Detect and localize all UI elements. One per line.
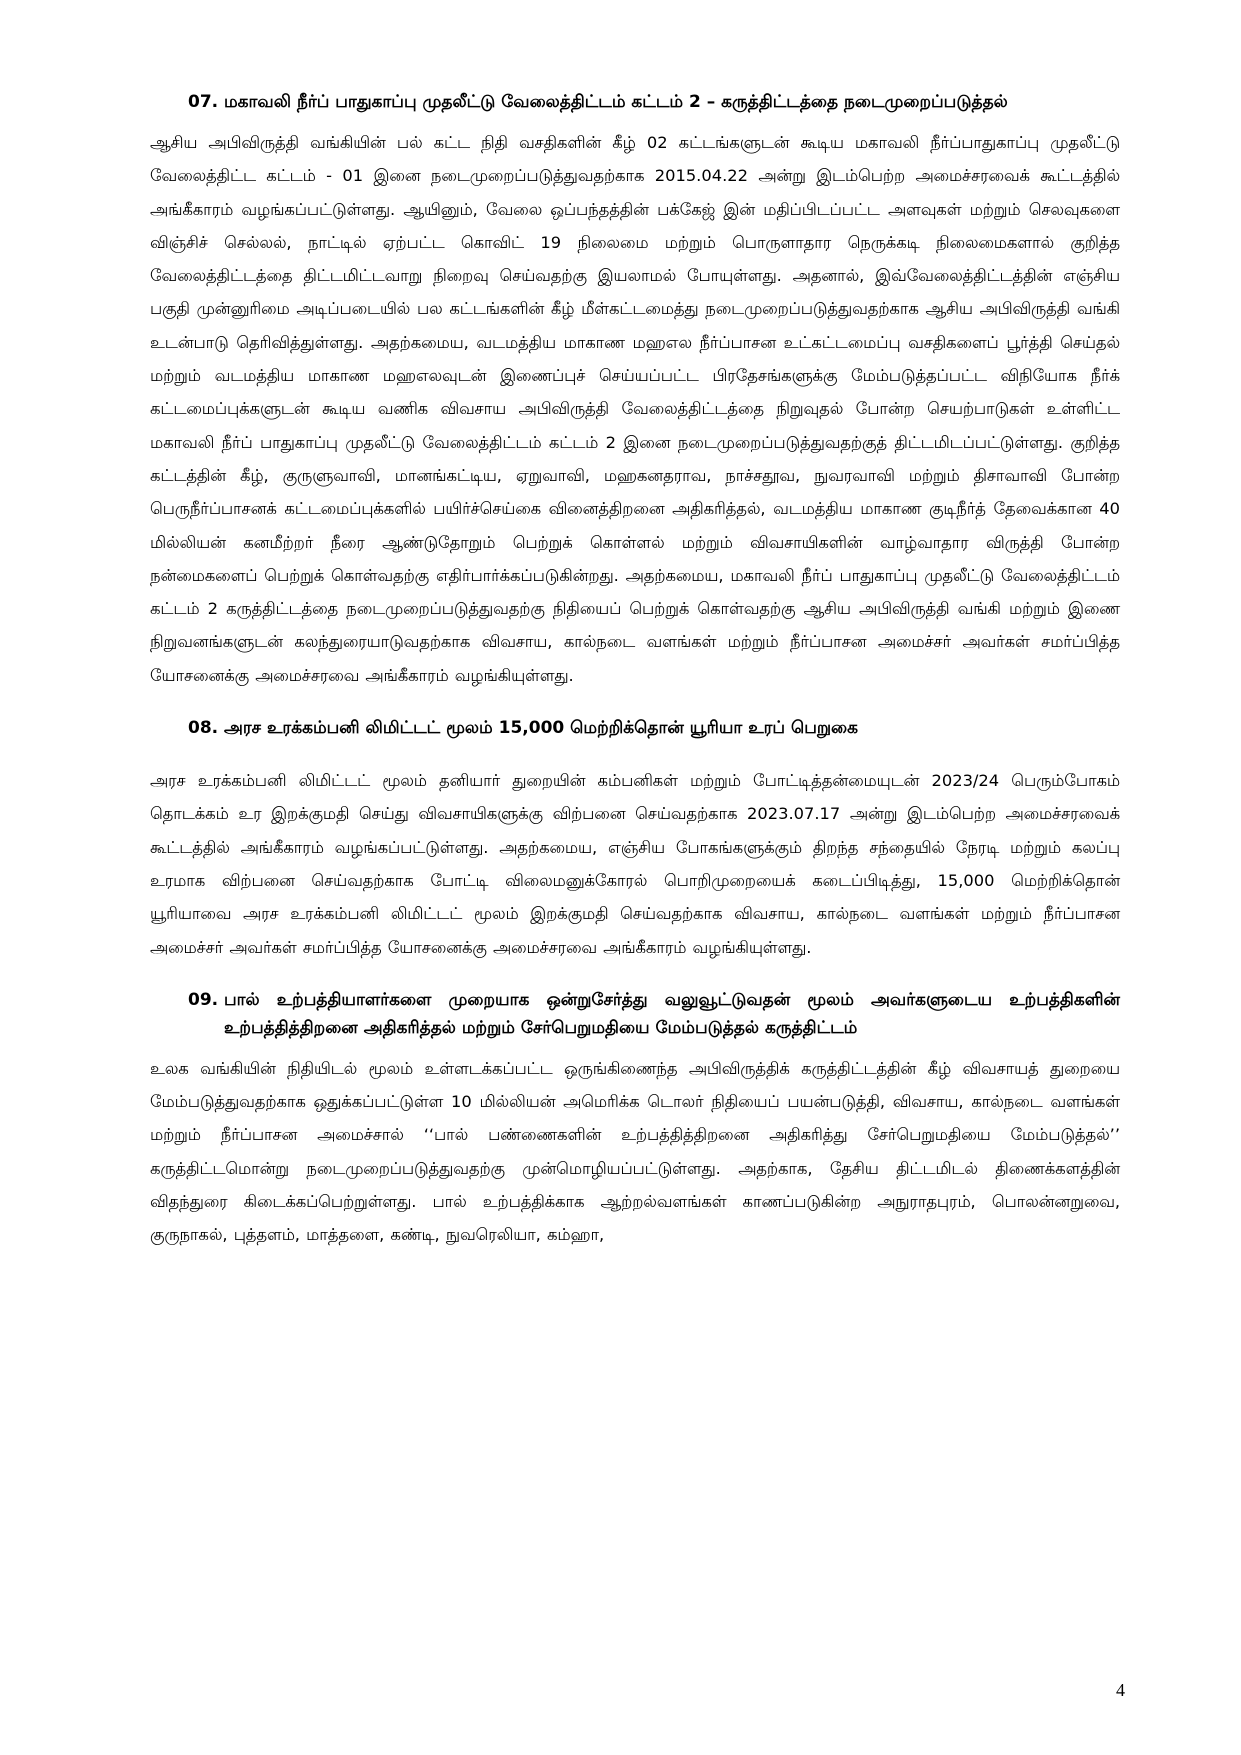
section-number: 08. xyxy=(188,718,219,739)
section-07-body: ஆசிய அபிவிருத்தி வங்கியின் பல் கட்ட நிதி வசதிகளின் கீழ் 02 கட்டங்களுடன் கூடிய மகாவலி நீர்ப்பாதுகாப்பு முதலீட்டு வேலைத்திட்ட கட்டம் - 01 இனை நடைமுறைப்படுத்துவதற்காக 2015.04.22 அன்று இடம்பெற்ற அமைச்சரவைக் கூட்டத்தில் அங்கீகாரம் வழங்கப்பட்டுள்ளது. ஆயினும், வேலை ஒப்பந்தத்தின் பக்கேஜ் இன் மதிப்பிடப்பட்ட அளவுகள் மற்றும் செலவுகளை விஞ்சிச் செல்லல், நாட்டில் ஏற்பட்ட கொவிட் 19 நிலைமை மற்றும் பொருளாதார நெருக்கடி நிலைமைகளால் குறித்த வேலைத்திட்டத்தை திட்டமிட்டவாறு நிறைவு செய்வதற்கு இயலாமல் போயுள்ளது. அதனால், இவ்வேலைத்திட்டத்தின் எஞ்சிய பகுதி முன்னுரிமை அடிப்படையில் பல கட்டங்களின் கீழ் மீள்கட்டமைத்து நடைமுறைப்படுத்துவதற்காக ஆசிய அபிவிருத்தி வங்கி உடன்பாடு தெரிவித்துள்ளது. அதற்கமைய, வடமத்திய மாகாண மஹஎல நீர்ப்பாசன உட்கட்டமைப்பு வசதிகளைப் பூர்த்தி செய்தல் மற்றும் வடமத்திய மாகாண மஹஎலவுடன் இணைப்புச் செய்யப்பட்ட பிரதேசங்களுக்கு மேம்படுத்தப்பட்ட விநியோக நீர்க் கட்டமைப்புக்களுடன் கூடிய வணிக விவசாய அபிவிருத்தி வேலைத்திட்டத்தை நிறுவுதல் போன்ற செயற்பாடுகள் உள்ளிட்ட மகாவலி நீர்ப் பாதுகாப்பு முதலீட்டு வேலைத்திட்டம் கட்டம் 2 இனை நடைமுறைப்படுத்துவதற்குத் திட்டமிடப்பட்டுள்ளது. குறித்த கட்டத்தின் கீழ், குருளுவாவி, மானங்கட்டிய, ஏறுவாவி, மஹகனதராவ, நாச்சதூவ, நுவரவாவி மற்றும் திசாவாவி போன்ற பெருநீர்ப்பாசனக் கட்டமைப்புக்களில் பயிர்ச்செய்கை வினைத்திறனை அதிகரித்தல், வடமத்திய மாகாண குடிநீர்த் தேவைக்கான 40 மில்லியன் கனமீற்றர் நீரை ஆண்டுதோறும் பெற்றுக் கொள்ளல் மற்றும் விவசாயிகளின் வாழ்வாதார விருத்தி போன்ற நன்மைகளைப் பெற்றுக் கொள்வதற்கு எதிர்பார்க்கப்படுகின்றது. அதற்கமைய, மகாவலி நீர்ப் பாதுகாப்பு முதலீட்டு வேலைத்திட்டம் கட்டம் 2 கருத்திட்டத்தை நடைமுறைப்படுத்துவதற்கு நிதியைப் பெற்றுக் கொள்வதற்கு ஆசிய அபிவிருத்தி வங்கி மற்றும் இணை நிறுவனங்களுடன் கலந்துரையாடுவதற்காக விவசாய, கால்நடை வளங்கள் மற்றும் நீர்ப்பாசன அமைச்சர் அவர்கள் சமர்ப்பித்த யோசனைக்கு அமைச்சரவை அங்கீகாரம் வழங்கியுள்ளது. xyxy=(150,133,1120,685)
section-09-body: உலக வங்கியின் நிதியிடல் மூலம் உள்ளடக்கப்பட்ட ஒருங்கிணைந்த அபிவிருத்திக் கருத்திட்டத்தின் கீழ் விவசாயத் துறையை மேம்படுத்துவதற்காக ஒதுக்கப்பட்டுள்ள 10 மில்லியன் அமெரிக்க டொலர் நிதியைப் பயன்படுத்தி, விவசாய, கால்நடை வளங்கள் மற்றும் நீர்ப்பாசன அமைச்சால் ‘‘பால் பண்ணைகளின் உற்பத்தித்திறனை அதிகரித்து சேர்பெறுமதியை மேம்படுத்தல்’’ கருத்திட்டமொன்று நடைமுறைப்படுத்துவதற்கு முன்மொழியப்பட்டுள்ளது. அதற்காக, தேசிய திட்டமிடல் திணைக்களத்தின் விதந்துரை கிடைக்கப்பெற்றுள்ளது. பால் உற்பத்திக்காக ஆற்றல்வளங்கள் காணப்படுகின்ற அநுராதபுரம், பொலன்னறுவை, குருநாகல், புத்தளம், மாத்தளை, கண்டி, நுவரெலியா, கம்ஹா, xyxy=(150,1058,1120,1245)
section-title: அரச உரக்கம்பனி லிமிட்டட் மூலம் 15,000 மெற்றிக்தொன் யூரியா உரப் பெறுகை xyxy=(224,718,859,739)
section-number: 09. xyxy=(188,989,219,1010)
section-08-heading xyxy=(188,714,1120,742)
page-number: 4 xyxy=(1116,1680,1125,1700)
document-page xyxy=(150,88,1120,1252)
section-title: மகாவலி நீர்ப் பாதுகாப்பு முதலீட்டு வேலைத்திட்டம் கட்டம் 2 – கருத்திட்டத்தை நடைமுறைப்படுத்தல் xyxy=(224,92,1008,112)
section-08-body: அரச உரக்கம்பனி லிமிட்டட் மூலம் தனியார் துறையின் கம்பனிகள் மற்றும் போட்டித்தன்மையுடன் 2023/24 பெரும்போகம் தொடக்கம் உர இறக்குமதி செய்து விவசாயிகளுக்கு விற்பனை செய்வதற்காக 2023.07.17 அன்று இடம்பெற்ற அமைச்சரவைக் கூட்டத்தில் அங்கீகாரம் வழங்கப்பட்டுள்ளது. அதற்கமைய, எஞ்சிய போகங்களுக்கும் திறந்த சந்தையில் நேரடி மற்றும் கலப்பு உரமாக விற்பனை செய்வதற்காக போட்டி விலைமனுக்கோரல் பொறிமுறையைக் கடைப்பிடித்து, 15,000 மெற்றிக்தொன் யூரியாவை அரச உரக்கம்பனி லிமிட்டட் மூலம் இறக்குமதி செய்வதற்காக விவசாய, கால்நடை வளங்கள் மற்றும் நீர்ப்பாசன அமைச்சர் அவர்கள் சமர்ப்பித்த யோசனைக்கு அமைச்சரவை அங்கீகாரம் வழங்கியுள்ளது. xyxy=(150,771,1120,957)
section-07-heading xyxy=(188,88,1120,116)
section-title: பால் உற்பத்தியாளர்களை முறையாக ஒன்றுசேர்த்து வலுவூட்டுவதன் மூலம் அவர்களுடைய உற்பத்திகளின் உற்பத்தித்திறனை அதிகரித்தல் மற்றும் சேர்பெறுமதியை மேம்படுத்தல் கருத்திட்டம் xyxy=(224,989,1120,1038)
section-number: 07. xyxy=(188,92,219,112)
section-09-heading xyxy=(188,986,1120,1042)
